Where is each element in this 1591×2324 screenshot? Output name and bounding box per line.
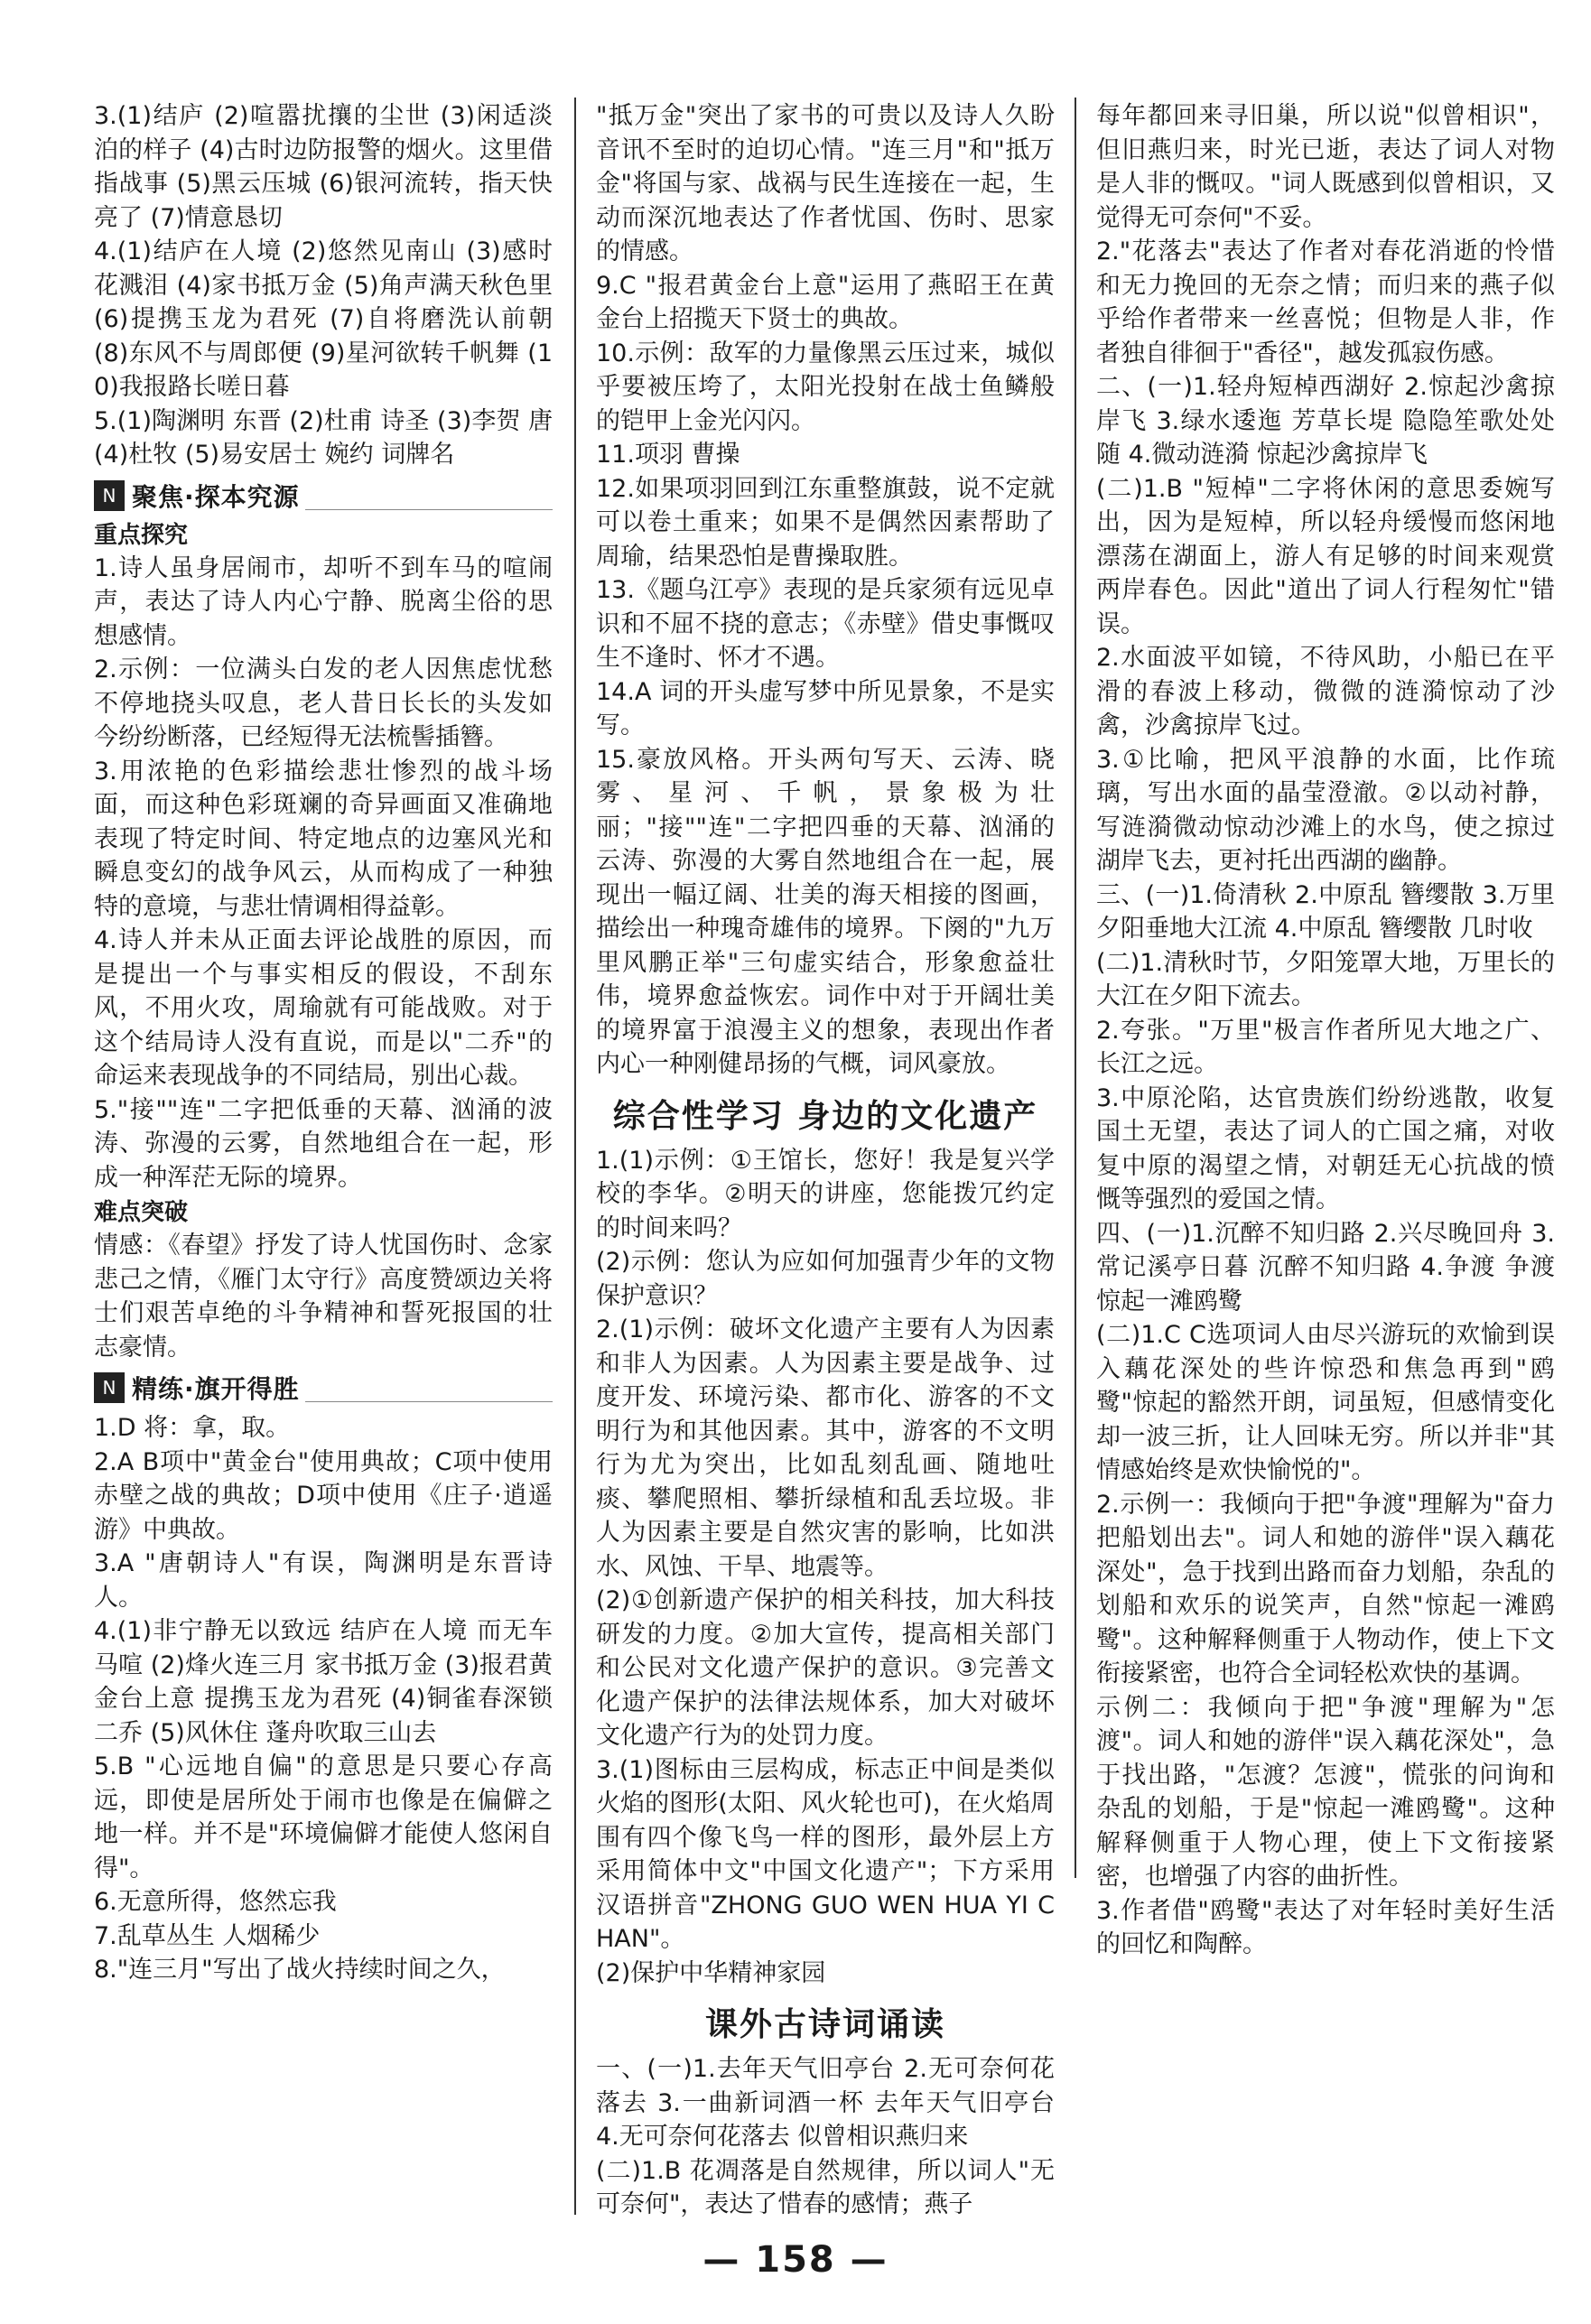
answer-item: 5.(1)陶渊明 东晋 (2)杜甫 诗圣 (3)李贺 唐 (4)杜牧 (5)易安居士 婉约 词牌名 — [94, 406, 553, 469]
answer-column-2 — [596, 99, 1055, 2222]
answer-item: 7.乱草丛生 人烟稀少 — [94, 1921, 321, 1950]
answer-item: (二)1.B 花凋落是自然规律，所以词人"无可奈何"，表达了惜春的感情；燕子 — [596, 2156, 1055, 2218]
page-number: — 158 — — [702, 2239, 889, 2281]
answer-item: (2)示例：您认为应如何加强青少年的文物保护意识？ — [596, 1248, 1055, 1310]
answer-column-1 — [94, 99, 553, 1987]
answer-item: 2."花落去"表达了作者对春花消逝的怜惜和无力挽回的无奈之情；而归来的燕子似乎给作者带来一丝喜悦；但物是人非，作者独自徘徊于"香径"，越发孤寂伤感。 — [1096, 237, 1555, 367]
section-title-poems: 课外古诗词诵读 — [704, 2006, 945, 2043]
section-title-heritage: 综合性学习 身边的文化遗产 — [612, 1097, 1038, 1135]
answer-item: 4.(1)非宁静无以致远 结庐在人境 而无车马喧 (2)烽火连三月 家书抵万金 (3)报君黄金台上意 提携玉龙为君死 (4)铜雀春深锁二乔 (5)风休住 蓬舟吹取三山去 — [94, 1617, 553, 1747]
section-header-practice — [94, 1366, 553, 1409]
answer-item: 2.(1)示例：破坏文化遗产主要有人为因素和非人为因素。人为因素主要是战争、过度开发、环境污染、都市化、游客的不文明行为和其他因素。其中，游客的不文明行为尤为突出，比如乱刻乱画、随地吐痰、攀爬照相、攀折绿植和乱丢垃圾。非人为因素主要是自然灾害的影响，比如洪水、风蚀、干旱、地震等。 — [596, 1315, 1055, 1581]
section-title: 聚焦·探本究源 — [132, 481, 300, 512]
answer-item: 3.①比喻，把风平浪静的水面，比作琉璃，写出水面的晶莹澄澈。②以动衬静，写涟漪微动惊动沙滩上的水鸟，使之掠过湖岸飞去，更衬托出西湖的幽静。 — [1096, 745, 1555, 875]
answer-item: 14.A 词的开头虚写梦中所见景象，不是实写。 — [596, 677, 1055, 739]
answer-item: 2.水面波平如镜，不待风助，小船已在平滑的春波上移动，微微的涟漪惊动了沙禽，沙禽掠岸飞过。 — [1096, 644, 1555, 739]
answer-item: 3.中原沦陷，达官贵族们纷纷逃散，收复国土无望，表达了词人的亡国之痛，对收复中原的渴望之情，对朝廷无心抗战的愤慨等强烈的爱国之情。 — [1096, 1083, 1555, 1213]
answer-item: 三、(一)1.倚清秋 2.中原乱 簪缨散 3.万里夕阳垂地大江流 4.中原乱 簪缨散 几时收 — [1096, 880, 1555, 943]
subsection-title: 难点突破 — [94, 1199, 189, 1226]
answer-item: 3.A "唐朝诗人"有误，陶渊明是东晋诗人。 — [94, 1549, 553, 1612]
answer-item: 每年都回来寻旧巢，所以说"似曾相识"，但旧燕归来，时光已逝，表达了词人对物是人非的慨叹。"词人既感到似曾相识，又觉得无可奈何"不妥。 — [1096, 102, 1555, 232]
section-rule — [305, 1401, 553, 1402]
answer-item: 二、(一)1.轻舟短棹西湖好 2.惊起沙禽掠岸飞 3.绿水逶迤 芳草长堤 隐隐笙歌处处随 4.微动涟漪 惊起沙禽掠岸飞 — [1096, 373, 1555, 469]
answer-item: "抵万金"突出了家书的可贵以及诗人久盼音讯不至时的迫切心情。"连三月"和"抵万金"将国与家、战祸与民生连接在一起，生动而深沉地表达了作者忧国、伤时、思家的情感。 — [596, 102, 1055, 265]
answer-item: 四、(一)1.沉醉不知归路 2.兴尽晚回舟 3.常记溪亭日暮 沉醉不知归路 4.争渡 争渡 惊起一滩鸥鹭 — [1096, 1219, 1555, 1315]
answer-item: 13.《题乌江亭》表现的是兵家须有远见卓识和不屈不挠的意志；《赤壁》借史事慨叹生不逢时、怀才不遇。 — [596, 576, 1055, 672]
answer-item: 一、(一)1.去年天气旧亭台 2.无可奈何花落去 3.一曲新词酒一杯 去年天气旧亭台 4.无可奈何花落去 似曾相识燕归来 — [596, 2055, 1055, 2151]
answer-item: 2.示例：一位满头白发的老人因焦虑忧愁不停地挠头叹息，老人昔日长长的头发如今纷纷断落，已经短得无法梳髻插簪。 — [94, 655, 553, 751]
section-title: 精练·旗开得胜 — [132, 1374, 300, 1404]
column-divider — [1075, 98, 1076, 1878]
answer-item: 1.D 将：拿，取。 — [94, 1414, 291, 1442]
subsection-title: 重点探究 — [94, 521, 189, 549]
answer-item: (二)1.C C选项词人由尽兴游玩的欢愉到误入藕花深处的些许惊恐和焦急再到"鸥鹭"惊起的豁然开朗，词虽短，但感情变化却一波三折，让人回味无穷。所以并非"其情感始终是欢快愉悦的"。 — [1096, 1321, 1555, 1484]
answer-item: 2.示例一：我倾向于把"争渡"理解为"奋力把船划出去"。词人和她的游伴"误入藕花深处"，急于找到出路而奋力划船，杂乱的划船和欢乐的说笑声，自然"惊起一滩鸥鹭"。这种解释侧重于人物动作，使上下文衔接紧密，也符合全词轻松欢快的基调。 — [1096, 1490, 1555, 1687]
section-rule — [305, 509, 553, 510]
section-header-focus — [94, 474, 553, 517]
answer-item: 1.(1)示例：①王馆长，您好！我是复兴学校的李华。②明天的讲座，您能拨冗约定的时间来吗？ — [596, 1146, 1055, 1242]
answer-item: 3.(1)结庐 (2)喧嚣扰攘的尘世 (3)闲适淡泊的样子 (4)古时边防报警的烟火。这里借指战事 (5)黑云压城 (6)银河流转，指天快亮了 (7)情意恳切 — [94, 102, 553, 232]
answer-item: (2)①创新遗产保护的相关科技，加大科技研发的力度。②加大宣传，提高相关部门和公民对文化遗产保护的意识。③完善文化遗产保护的法律法规体系，加大对破坏文化遗产行为的处罚力度。 — [596, 1586, 1055, 1750]
answer-item: (二)1.B "短棹"二字将休闲的意思委婉写出，因为是短棹，所以轻舟缓慢而悠闲地漂荡在湖面上，游人有足够的时间来观赏两岸春色。因此"道出了词人行程匆忙"错误。 — [1096, 474, 1555, 638]
answer-item: 8."连三月"写出了战火持续时间之久， — [94, 1956, 506, 1984]
answer-item: (二)1.清秋时节，夕阳笼罩大地，万里长的大江在夕阳下流去。 — [1096, 948, 1555, 1010]
answer-item: 3.用浓艳的色彩描绘悲壮惨烈的战斗场面，而这种色彩斑斓的奇异画面又准确地表现了特定时间、特定地点的边塞风光和瞬息变幻的战争风云，从而构成了一种独特的意境，与悲壮情调相得益彰。 — [94, 757, 553, 921]
answer-item: 3.作者借"鸥鹭"表达了对年轻时美好生活的回忆和陶醉。 — [1096, 1896, 1555, 1958]
section-marker-icon: N — [94, 1372, 125, 1403]
answer-item: 2.夸张。"万里"极言作者所见大地之广、长江之远。 — [1096, 1016, 1555, 1078]
answer-item: 2.A B项中"黄金台"使用典故；C项中使用赤壁之战的典故；D项中使用《庄子·逍遥游》中典故。 — [94, 1447, 553, 1544]
answer-item: 1.诗人虽身居闹市，却听不到车马的喧闹声，表达了诗人内心宁静、脱离尘俗的思想感情。 — [94, 553, 553, 650]
answer-item: 15.豪放风格。开头两句写天、云涛、晓雾、星河、千帆，景象极为壮丽；"接""连"二字把四垂的天幕、汹涌的云涛、弥漫的大雾自然地组合在一起，展现出一幅辽阔、壮美的海天相接的图画，描绘出一种瑰奇雄伟的境界。下阕的"九万里风鹏正举"三句虚实结合，形象愈益壮伟，境界愈益恢宏。词作中对于开阔壮美的境界富于浪漫主义的想象，表现出作者内心一种刚健昂扬的气概，词风豪放。 — [596, 745, 1055, 1078]
answer-item: 3.(1)图标由三层构成，标志正中间是类似火焰的图形(太阳、风火轮也可)，在火焰周围有四个像飞鸟一样的图形，最外层上方采用简体中文"中国文化遗产"；下方采用汉语拼音"ZHONG GUO WEN HUA YI CHAN"。 — [596, 1755, 1055, 1953]
answer-item: 情感：《春望》抒发了诗人忧国伤时、念家悲己之情，《雁门太守行》高度赞颂边关将士们艰苦卓绝的斗争精神和誓死报国的壮志豪情。 — [94, 1232, 553, 1362]
answer-item: 12.如果项羽回到江东重整旗鼓，说不定就可以卷土重来；如果不是偶然因素帮助了周瑜，结果恐怕是曹操取胜。 — [596, 474, 1055, 571]
answer-item: 5."接""连"二字把低垂的天幕、汹涌的波涛、弥漫的云雾，自然地组合在一起，形成一种浑茫无际的境界。 — [94, 1095, 553, 1192]
column-divider — [574, 98, 576, 2215]
answer-item: 4.诗人并未从正面去评论战胜的原因，而是提出一个与事实相反的假设，不刮东风，不用火攻，周瑜就有可能战败。对于这个结局诗人没有直说，而是以"二乔"的命运来表现战争的不同结局，别出心裁。 — [94, 926, 553, 1090]
answer-item: 6.无意所得，悠然忘我 — [94, 1888, 337, 1916]
answer-item: 9.C "报君黄金台上意"运用了燕昭王在黄金台上招揽天下贤士的典故。 — [596, 271, 1055, 333]
answer-item: 10.示例：敌军的力量像黑云压过来，城似乎要被压垮了，太阳光投射在战士鱼鳞般的铠甲上金光闪闪。 — [596, 339, 1055, 435]
answer-item: 5.B "心远地自偏"的意思是只要心存高远，即使是居所处于闹市也像是在偏僻之地一样。并不是"环境偏僻才能使人悠闲自得"。 — [94, 1752, 553, 1882]
section-marker-icon: N — [94, 480, 125, 511]
answer-item: (2)保护中华精神家园 — [596, 1958, 826, 1987]
answer-item: 4.(1)结庐在人境 (2)悠然见南山 (3)感时花溅泪 (4)家书抵万金 (5)角声满天秋色里 (6)提携玉龙为君死 (7)自将磨洗认前朝 (8)东风不与周郎便 (9)星河欲转千帆舞 (10)我报路长嗟日暮 — [94, 237, 553, 401]
answer-item: 示例二：我倾向于把"争渡"理解为"怎渡"。词人和她的游伴"误入藕花深处"，急于找出路，"怎渡？怎渡"，慌张的问询和杂乱的划船，于是"惊起一滩鸥鹭"。这种解释侧重于人物心理，使上下文衔接紧密，也增强了内容的曲折性。 — [1096, 1693, 1555, 1891]
answer-item: 11.项羽 曹操 — [596, 441, 740, 469]
answer-column-3 — [1096, 99, 1555, 1962]
